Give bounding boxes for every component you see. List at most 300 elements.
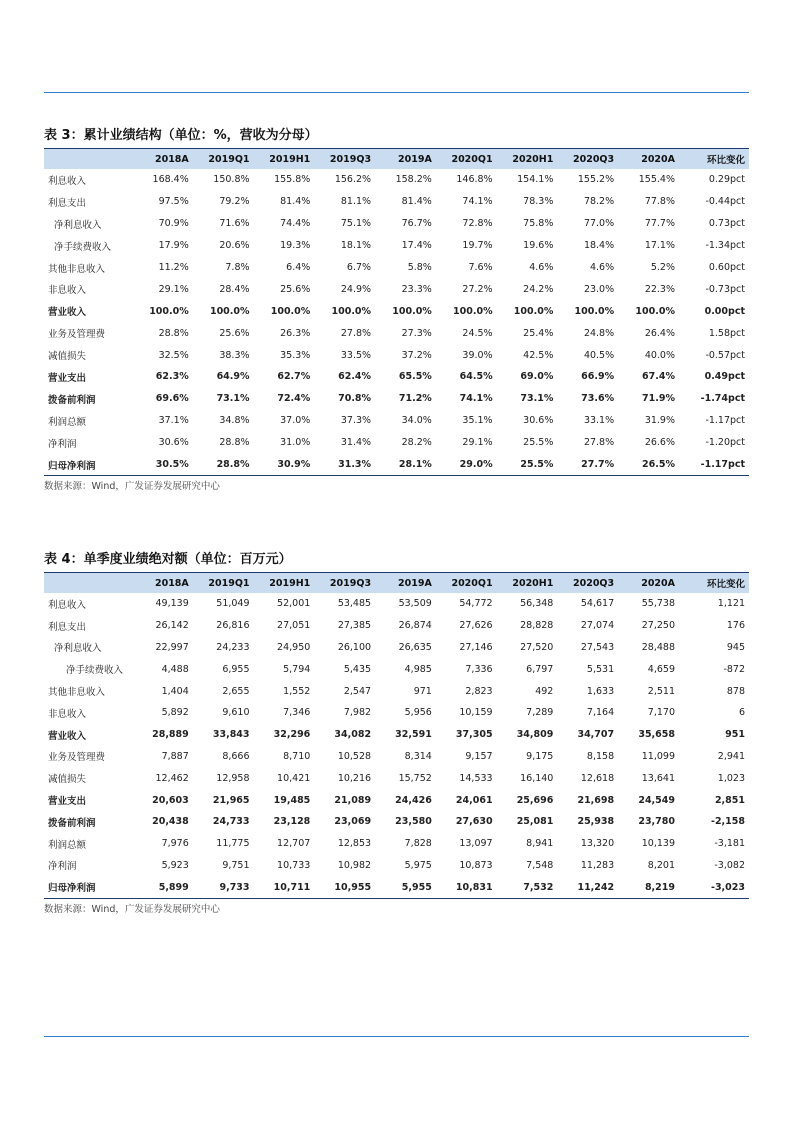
table-cell: 62.7% — [277, 371, 311, 383]
row-label: 净手续费收入 — [54, 241, 112, 253]
table-cell: 27,250 — [641, 620, 675, 632]
table-cell: 6,955 — [222, 663, 250, 675]
table-cell: 0.60pct — [708, 262, 745, 273]
table-cell: 27.7% — [557, 454, 618, 476]
row-label: 拨备前利润 — [48, 394, 96, 406]
table-cell: 11,775 — [216, 838, 250, 850]
table-cell: 2,547 — [343, 685, 372, 697]
table-4 — [44, 572, 749, 899]
table-cell: 77.8% — [644, 196, 675, 208]
table-row — [44, 366, 749, 388]
table-cell: 23,580 — [395, 816, 432, 828]
table-cell: 12,707 — [277, 838, 311, 850]
table-cell: 37,305 — [455, 729, 493, 741]
table-cell: 100.0% — [149, 305, 189, 317]
table-cell: 73.1% — [216, 393, 250, 405]
table-cell: 75.1% — [340, 218, 372, 230]
table-cell: 23.0% — [583, 283, 615, 295]
table-row — [44, 278, 749, 300]
table-cell: 37.2% — [401, 349, 432, 361]
table-row — [44, 388, 749, 410]
table-row — [44, 637, 749, 659]
table-cell: 10,982 — [337, 859, 372, 871]
table-cell: 11,242 — [557, 876, 618, 898]
table-cell: 10,831 — [436, 876, 497, 898]
table-cell: 51,049 — [216, 598, 250, 610]
table-cell: 26.3% — [280, 327, 311, 339]
table-cell: 10,139 — [641, 838, 675, 850]
table-cell: 81.1% — [340, 196, 372, 208]
table-cell: 42.5% — [523, 349, 554, 361]
table-cell: 20.6% — [219, 240, 250, 252]
table-cell: 14,533 — [459, 772, 493, 784]
table-cell: 78.2% — [583, 196, 615, 208]
table-cell: 31.9% — [644, 415, 675, 427]
table-cell: 4,659 — [647, 663, 675, 675]
table-cell: 19.3% — [280, 240, 311, 252]
table-cell: 35.3% — [280, 349, 311, 361]
table-cell: -0.73pct — [705, 283, 745, 295]
table-cell: 30.6% — [523, 415, 554, 427]
table-cell: 97.5% — [158, 196, 189, 208]
row-label: 利息收入 — [48, 175, 87, 187]
table-cell: 10,528 — [337, 750, 372, 762]
table-cell: 6.4% — [286, 262, 311, 273]
footer-rule — [44, 1036, 749, 1037]
header-cell: 2020Q3 — [557, 149, 618, 170]
table-cell: 20,603 — [152, 794, 189, 806]
table-cell: 23,128 — [273, 816, 311, 828]
table-cell: 168.4% — [152, 174, 189, 186]
table-cell: 7,164 — [586, 707, 615, 719]
row-label: 利息收入 — [48, 599, 87, 611]
table-cell: 1,633 — [586, 685, 615, 697]
table-cell: 27,051 — [277, 620, 311, 632]
row-label: 拨备前利润 — [48, 817, 96, 829]
header-cell: 2020Q1 — [436, 573, 497, 594]
table-row — [44, 746, 749, 768]
table-cell: 100.0% — [331, 305, 372, 317]
table-cell: 5,956 — [404, 707, 432, 719]
row-label: 净利润 — [48, 861, 77, 873]
row-label: 营业支出 — [48, 796, 87, 808]
table-cell: 65.5% — [398, 371, 432, 383]
row-label: 利润总额 — [48, 839, 87, 851]
table-cell: 24,733 — [212, 816, 250, 828]
table-cell: 4.6% — [589, 262, 615, 273]
table-cell: 7,532 — [497, 876, 558, 898]
table-cell: 12,462 — [155, 772, 189, 784]
row-label: 归母净利润 — [44, 454, 132, 476]
table-cell: 74.4% — [280, 218, 311, 230]
row-label: 净利息收入 — [54, 219, 102, 231]
table-row — [44, 322, 749, 344]
table-cell: 8,219 — [618, 876, 679, 898]
table-cell: 7,982 — [343, 707, 372, 719]
table-cell: 24,233 — [216, 641, 250, 653]
header-cell-item — [44, 149, 132, 170]
table-cell: 0.49pct — [704, 371, 745, 383]
table-3-header-row — [44, 149, 749, 170]
table-cell: 27.8% — [583, 437, 615, 449]
table-cell: 54,772 — [459, 598, 493, 610]
table-cell: 30.6% — [158, 437, 189, 449]
table-cell: 78.3% — [523, 196, 554, 208]
table-cell: 5,975 — [404, 859, 432, 871]
table-cell: 30.5% — [132, 454, 193, 476]
table-cell: 71.2% — [398, 393, 432, 405]
table-cell: 75.8% — [523, 218, 554, 230]
header-cell: 2019A — [375, 573, 436, 594]
table-cell: 7,336 — [465, 663, 493, 675]
table-cell: 24.2% — [523, 283, 554, 295]
table-cell: 0.00pct — [704, 305, 745, 317]
table-cell: 23.3% — [401, 283, 432, 295]
table-cell: 31.3% — [314, 454, 375, 476]
table-cell: 2,851 — [714, 794, 745, 806]
table-cell: 34.8% — [219, 415, 250, 427]
table-cell: 7.8% — [225, 262, 250, 273]
table-row — [44, 454, 749, 476]
table-cell: 9,733 — [193, 876, 254, 898]
table-cell: 8,710 — [283, 750, 311, 762]
table-cell: 1,404 — [161, 685, 189, 697]
header-cell: 2019Q3 — [314, 149, 375, 170]
table-cell: 27.2% — [462, 283, 493, 295]
table-row — [44, 432, 749, 454]
table-cell: 9,751 — [222, 859, 250, 871]
table-cell: 13,097 — [459, 838, 493, 850]
table-cell: 25.6% — [219, 327, 250, 339]
row-label: 减值损失 — [48, 774, 87, 786]
table-cell: -1.20pct — [705, 437, 745, 449]
table-cell: 11.2% — [158, 262, 189, 273]
table-cell: 32,296 — [273, 729, 311, 741]
header-cell: 2019H1 — [254, 149, 315, 170]
table-row — [44, 593, 749, 615]
table-cell: 24,549 — [638, 794, 675, 806]
table-cell: 30.9% — [254, 454, 315, 476]
table-cell: 155.2% — [577, 174, 615, 186]
table-cell: 25,696 — [516, 794, 554, 806]
table-cell: 2,823 — [465, 685, 493, 697]
table-cell: 26,816 — [216, 620, 250, 632]
table-cell: 25.5% — [497, 454, 558, 476]
table-cell: 945 — [726, 641, 745, 653]
table-cell: 4,985 — [404, 663, 432, 675]
table-3-title: 表 3：累计业绩结构（单位：%，营收为分母） — [44, 128, 318, 143]
table-cell: 37.1% — [158, 415, 189, 427]
header-cell: 2018A — [132, 149, 193, 170]
table-cell: 8,158 — [586, 750, 615, 762]
table-cell: 37.3% — [340, 415, 372, 427]
table-cell: 2,941 — [717, 750, 745, 762]
table-cell: 19.6% — [523, 240, 554, 252]
table-row — [44, 724, 749, 746]
table-cell: 26.5% — [618, 454, 679, 476]
table-cell: 17.9% — [158, 240, 189, 252]
table-cell: 18.1% — [340, 240, 372, 252]
table-3-section — [44, 124, 749, 496]
row-label: 其他非息收入 — [48, 263, 106, 275]
table-row — [44, 169, 749, 191]
table-cell: 28.8% — [158, 327, 189, 339]
table-cell: 74.1% — [459, 393, 493, 405]
table-cell: -1.34pct — [705, 240, 745, 252]
table-cell: 25.6% — [280, 283, 311, 295]
table-cell: 24.9% — [340, 283, 372, 295]
header-rule — [44, 92, 749, 93]
table-cell: 35.1% — [462, 415, 493, 427]
table-cell: 20,438 — [152, 816, 189, 828]
table-cell: 16,140 — [520, 772, 554, 784]
header-cell: 环比变化 — [679, 149, 749, 170]
table-cell: 26,635 — [398, 641, 432, 653]
table-cell: 7,548 — [526, 859, 554, 871]
header-cell: 2018A — [132, 573, 193, 594]
table-cell: 64.5% — [459, 371, 493, 383]
table-cell: 150.8% — [213, 174, 250, 186]
table-cell: 18.4% — [583, 240, 615, 252]
table-cell: 155.8% — [274, 174, 311, 186]
table-cell: 100.0% — [574, 305, 615, 317]
table-cell: 4.6% — [529, 262, 554, 273]
table-cell: 5,892 — [161, 707, 189, 719]
table-cell: 77.0% — [583, 218, 615, 230]
table-cell: 33.5% — [340, 349, 372, 361]
table-cell: 6 — [738, 707, 745, 719]
table-cell: 21,089 — [334, 794, 372, 806]
table-cell: 7,976 — [161, 838, 189, 850]
table-cell: 10,955 — [314, 876, 375, 898]
table-cell: 34,082 — [334, 729, 372, 741]
table-4-body — [44, 593, 749, 899]
table-cell: 951 — [725, 729, 745, 741]
table-cell: 176 — [726, 620, 745, 632]
table-cell: 5,923 — [161, 859, 189, 871]
table-cell: -0.57pct — [705, 349, 745, 361]
table-cell: 0.73pct — [708, 218, 745, 230]
table-cell: 156.2% — [334, 174, 372, 186]
table-cell: 28.1% — [375, 454, 436, 476]
table-row — [44, 257, 749, 279]
table-cell: 971 — [413, 685, 432, 697]
table-cell: 1,023 — [717, 772, 745, 784]
table-cell: 5.8% — [407, 262, 432, 273]
table-cell: 11,099 — [641, 750, 675, 762]
row-label: 营业收入 — [48, 730, 87, 742]
table-cell: 27,543 — [580, 641, 615, 653]
table-cell: 2,655 — [222, 685, 250, 697]
table-cell: 55,738 — [641, 598, 675, 610]
table-cell: 69.0% — [520, 371, 554, 383]
header-cell-item — [44, 573, 132, 594]
table-cell: 72.4% — [277, 393, 311, 405]
row-label: 减值损失 — [48, 351, 87, 363]
table-row — [44, 833, 749, 855]
table-cell: 69.6% — [155, 393, 189, 405]
table-cell: 28.8% — [219, 437, 250, 449]
table-cell: 79.2% — [219, 196, 250, 208]
table-cell: -1.17pct — [705, 415, 745, 427]
header-cell: 2019H1 — [254, 573, 315, 594]
table-cell: 37.0% — [280, 415, 311, 427]
table-row — [44, 789, 749, 811]
table-cell: 29.1% — [158, 283, 189, 295]
table-cell: 9,157 — [465, 750, 493, 762]
table-4-title: 表 4：单季度业绩绝对额（单位：百万元） — [44, 552, 292, 567]
table-cell: 100.0% — [453, 305, 493, 317]
table-cell: 12,958 — [216, 772, 250, 784]
table-row — [44, 702, 749, 724]
table-cell: 23,069 — [334, 816, 372, 828]
row-label: 非息收入 — [48, 708, 87, 720]
table-cell: -2,158 — [711, 816, 745, 828]
table-row — [44, 811, 749, 833]
table-cell: 28,488 — [641, 641, 675, 653]
table-cell: 5,899 — [132, 876, 193, 898]
table-cell: 9,610 — [222, 707, 250, 719]
table-cell: 39.0% — [462, 349, 493, 361]
row-label: 营业支出 — [48, 372, 87, 384]
table-cell: 10,421 — [277, 772, 311, 784]
header-cell: 2020A — [618, 573, 679, 594]
table-cell: 70.8% — [338, 393, 372, 405]
table-cell: 29.0% — [436, 454, 497, 476]
table-row — [44, 213, 749, 235]
header-cell: 2019Q1 — [193, 573, 254, 594]
header-cell: 2019A — [375, 149, 436, 170]
header-cell: 2019Q3 — [314, 573, 375, 594]
row-label: 营业收入 — [48, 307, 87, 319]
table-cell: 29.1% — [462, 437, 493, 449]
table-cell: 100.0% — [392, 305, 432, 317]
table-cell: 54,617 — [580, 598, 615, 610]
table-cell: 71.9% — [642, 393, 675, 405]
table-cell: -3,181 — [714, 838, 745, 850]
table-cell: 5.2% — [650, 262, 675, 273]
table-4-section — [44, 548, 749, 919]
table-row — [44, 767, 749, 789]
header-cell: 环比变化 — [679, 573, 749, 594]
row-label: 利息支出 — [48, 197, 87, 209]
table-cell: 10,159 — [459, 707, 493, 719]
table-cell: 70.9% — [158, 218, 189, 230]
table-cell: -3,082 — [714, 859, 745, 871]
table-cell: 13,641 — [641, 772, 675, 784]
table-cell: 26.6% — [644, 437, 675, 449]
table-cell: 13,320 — [580, 838, 615, 850]
table-cell: 72.8% — [462, 218, 493, 230]
table-cell: 74.1% — [462, 196, 493, 208]
table-cell: 52,001 — [277, 598, 311, 610]
table-cell: 27,074 — [580, 620, 615, 632]
table-cell: 81.4% — [280, 196, 311, 208]
table-cell: 71.6% — [219, 218, 250, 230]
table-cell: 73.1% — [520, 393, 554, 405]
header-cell: 2020Q1 — [436, 149, 497, 170]
table-cell: 158.2% — [395, 174, 432, 186]
table-cell: 26.4% — [644, 327, 675, 339]
table-cell: 1,552 — [283, 685, 311, 697]
table-cell: 5,794 — [283, 663, 311, 675]
table-cell: 10,733 — [277, 859, 311, 871]
table-cell: 33.1% — [583, 415, 615, 427]
table-cell: 19.7% — [462, 240, 493, 252]
table-cell: 25,081 — [516, 816, 554, 828]
row-label: 业务及管理费 — [48, 329, 106, 341]
table-cell: -1.74pct — [700, 393, 745, 405]
table-cell: 81.4% — [401, 196, 432, 208]
table-cell: 34.0% — [401, 415, 432, 427]
table-cell: -872 — [723, 663, 745, 675]
table-cell: 100.0% — [209, 305, 250, 317]
table-cell: 10,216 — [337, 772, 372, 784]
table-cell: 73.6% — [581, 393, 615, 405]
table-cell: 24.5% — [462, 327, 493, 339]
row-label: 利润总额 — [48, 416, 87, 428]
table-cell: 27.3% — [401, 327, 432, 339]
table-cell: 66.9% — [581, 371, 615, 383]
table-cell: -0.44pct — [705, 196, 745, 208]
table-cell: 1,121 — [717, 598, 745, 610]
table-cell: 6.7% — [346, 262, 372, 273]
table-cell: 77.7% — [644, 218, 675, 230]
table-3-body — [44, 169, 749, 476]
table-row — [44, 191, 749, 213]
table-3 — [44, 148, 749, 476]
table-row — [44, 235, 749, 257]
table-cell: 19,485 — [273, 794, 311, 806]
header-cell: 2020Q3 — [557, 573, 618, 594]
table-cell: 49,139 — [155, 598, 189, 610]
table-cell: 27,146 — [459, 641, 493, 653]
row-label: 净利息收入 — [54, 643, 102, 655]
table-cell: 17.1% — [644, 240, 675, 252]
table-cell: 7,828 — [404, 838, 432, 850]
table-cell: 28,828 — [520, 620, 554, 632]
table-cell: 7,887 — [161, 750, 189, 762]
table-cell: 22.3% — [644, 283, 675, 295]
header-cell: 2020A — [618, 149, 679, 170]
row-label: 非息收入 — [48, 285, 87, 297]
table-cell: 27,630 — [455, 816, 493, 828]
table-cell: 155.4% — [638, 174, 675, 186]
table-cell: 35,658 — [638, 729, 675, 741]
table-3-source: 数据来源：Wind，广发证券发展研究中心 — [44, 481, 220, 493]
table-cell: 27,626 — [459, 620, 493, 632]
table-row — [44, 300, 749, 322]
row-label: 净利润 — [48, 438, 77, 450]
table-cell: 34,809 — [516, 729, 554, 741]
table-cell: 100.0% — [635, 305, 675, 317]
table-cell: 8,314 — [404, 750, 432, 762]
header-cell: 2020H1 — [497, 149, 558, 170]
table-cell: 53,509 — [398, 598, 432, 610]
table-cell: 7,170 — [647, 707, 675, 719]
table-cell: 878 — [726, 685, 745, 697]
table-4-source: 数据来源：Wind，广发证券发展研究中心 — [44, 904, 220, 916]
table-row — [44, 615, 749, 637]
table-cell: 5,435 — [343, 663, 372, 675]
table-cell: 0.29pct — [708, 174, 745, 186]
table-cell: 7,289 — [526, 707, 554, 719]
table-cell: 31.0% — [280, 437, 311, 449]
header-cell: 2020H1 — [497, 573, 558, 594]
table-cell: 28.2% — [401, 437, 432, 449]
table-cell: 28.8% — [193, 454, 254, 476]
table-cell: 22,997 — [155, 641, 189, 653]
